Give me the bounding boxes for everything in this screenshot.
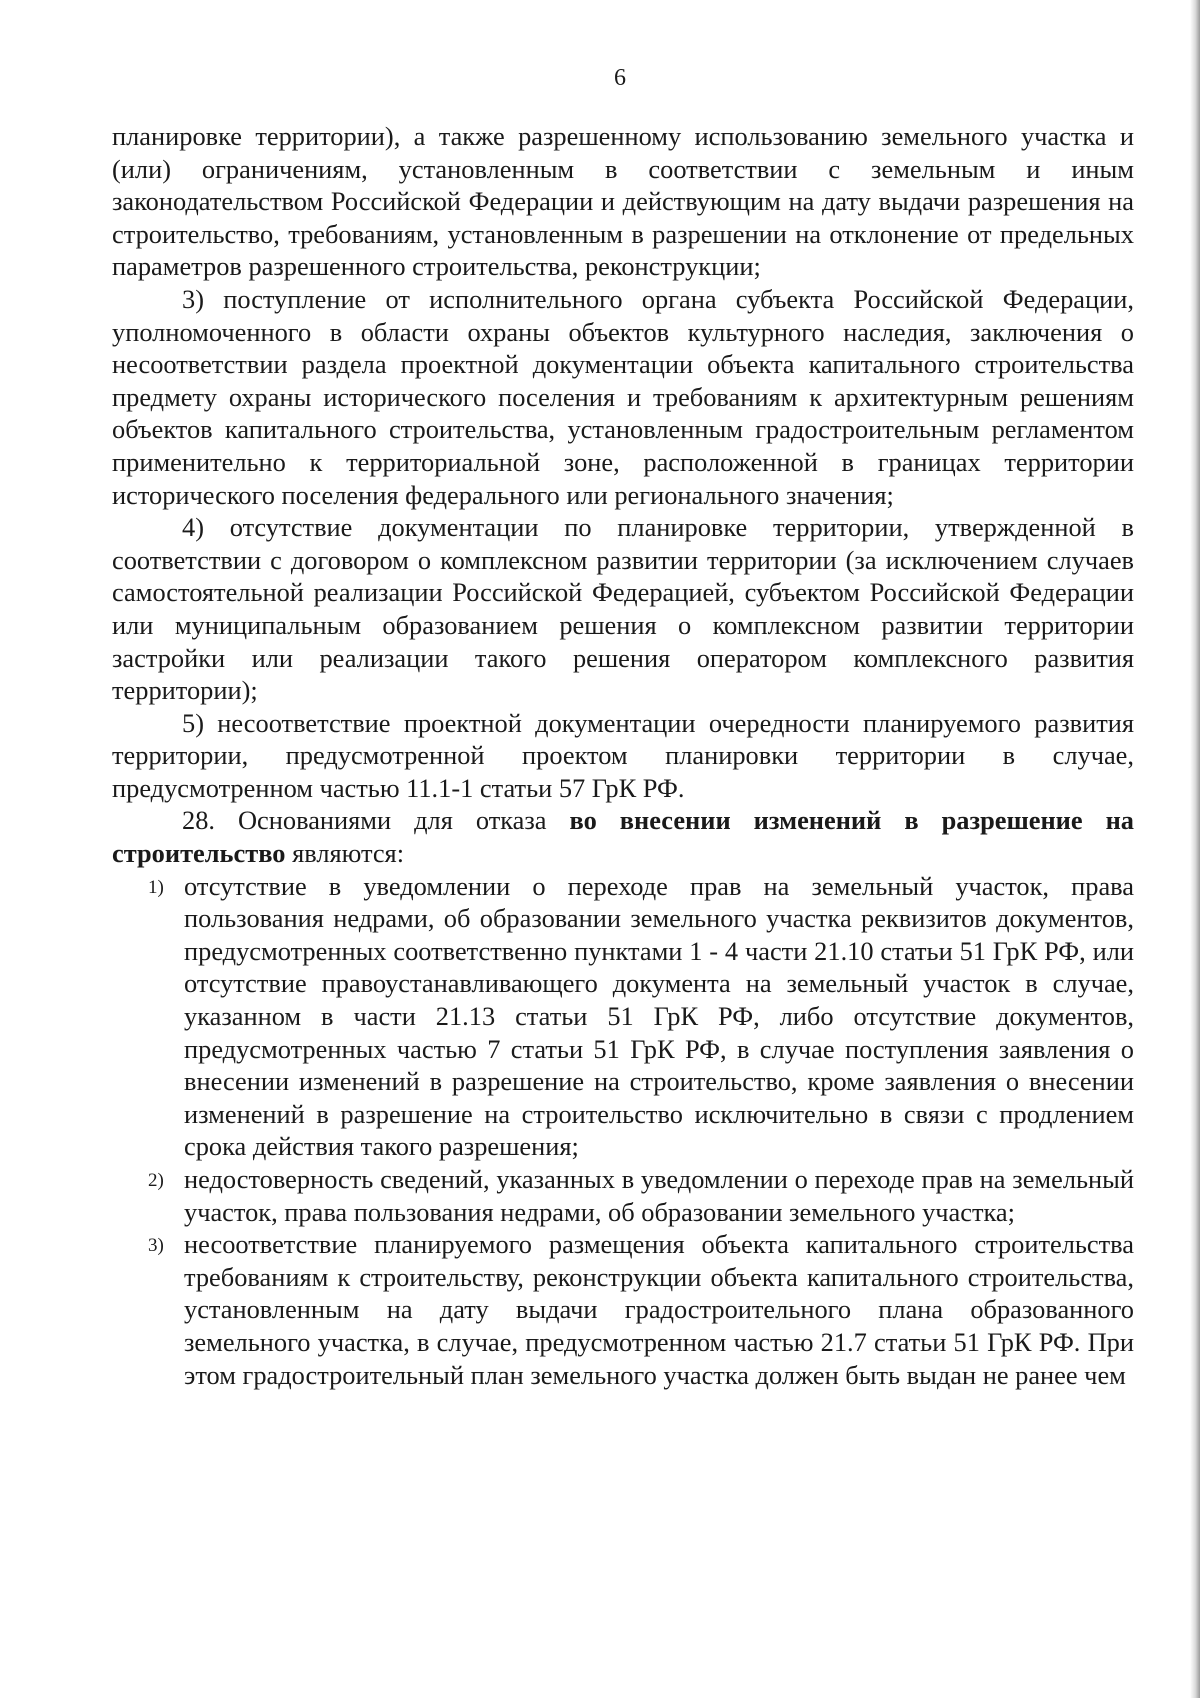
document-body (112, 120, 1134, 1391)
paragraph-item-5: 5) несоответствие проектной документации очередности планируемого развития территории, предусмотренной проектом планировки территории в случае, предусмотренном частью 11.1-1 статьи 57 ГрК РФ. (112, 707, 1134, 803)
list-item-number: 2) (148, 1170, 164, 1191)
paragraph-28 (112, 804, 1134, 869)
paragraph-continuation: планировке территории), а также разрешенному использованию земельного участка и (или) ограничениям, установленным в соответствии с земельным и иным законодательством Российской Федерации и действующим на дату выдачи разрешения на строительство, требованиям, установленным в разрешении на отклонение от предельных параметров разрешенного строительства, реконструкции; (112, 121, 1134, 282)
list-item-number: 3) (148, 1235, 164, 1257)
paragraph-28-start: 28. Основаниями для отказа (182, 805, 570, 836)
list-item-text: недостоверность сведений, указанных в уведомлении о переходе прав на земельный участок, права пользования недрами, об образовании земельного участка; (184, 1164, 1134, 1227)
paragraph-28-end: являются: (285, 838, 405, 869)
paragraph-item-4: 4) отсутствие документации по планировке территории, утвержденной в соответствии с договором о комплексном развитии территории (за исключением случаев самостоятельной реализации Российской Федерацией, субъектом Российской Федерации или муниципальным образованием решения о комплексном развитии территории застройки или реализации такого решения оператором комплексного развития территории); (112, 512, 1134, 706)
list-item (112, 870, 1134, 1163)
list-item-text: отсутствие в уведомлении о переходе прав на земельный участок, права пользования недрами, об образовании земельного участка реквизитов документов, предусмотренных соответственно пунктами 1 - 4 части 21.10 статьи 51 ГрК РФ, или отсутствие правоустанавливающего документа на земельный участок в случае, указанном в части 21.13 статьи 51 ГрК РФ, либо отсутствие документов, предусмотренных частью 7 статьи 51 ГрК РФ, в случае поступления заявления о внесении изменений в разрешение на строительство, кроме заявления о внесении изменений в разрешение на строительство исключительно в связи с продлением срока действия такого разрешения; (184, 870, 1134, 1162)
list-item (112, 1228, 1134, 1391)
paragraph-item-3: 3) поступление от исполнительного органа субъекта Российской Федерации, уполномоченного в области охраны объектов культурного наследия, заключения о несоответствии раздела проектной документации объекта капитального строительства предмету охраны исторического поселения и требованиям к архитектурным решениям объектов капитального строительства, установленным градостроительным регламентом применительно к территориальной зоне, расположенной в границах территории исторического поселения федерального или регионального значения; (112, 283, 1134, 510)
page-number: 6 (614, 65, 626, 91)
list-item (112, 1163, 1134, 1228)
list-item-text: несоответствие планируемого размещения объекта капитального строительства требованиям к строительству, реконструкции объекта капитального строительства, установленным на дату выдачи градостроительного плана образованного земельного участка, в случае, предусмотренном частью 21.7 статьи 51 ГрК РФ. При этом градостроительный план земельного участка должен быть выдан не ранее чем (184, 1229, 1134, 1390)
refusal-grounds-list (112, 870, 1134, 1392)
scan-edge-shadow (1190, 0, 1200, 1698)
paragraph-28-bold: во внесении изменений в разрешение на строительство (112, 805, 1134, 869)
list-item-number: 1) (148, 876, 164, 898)
